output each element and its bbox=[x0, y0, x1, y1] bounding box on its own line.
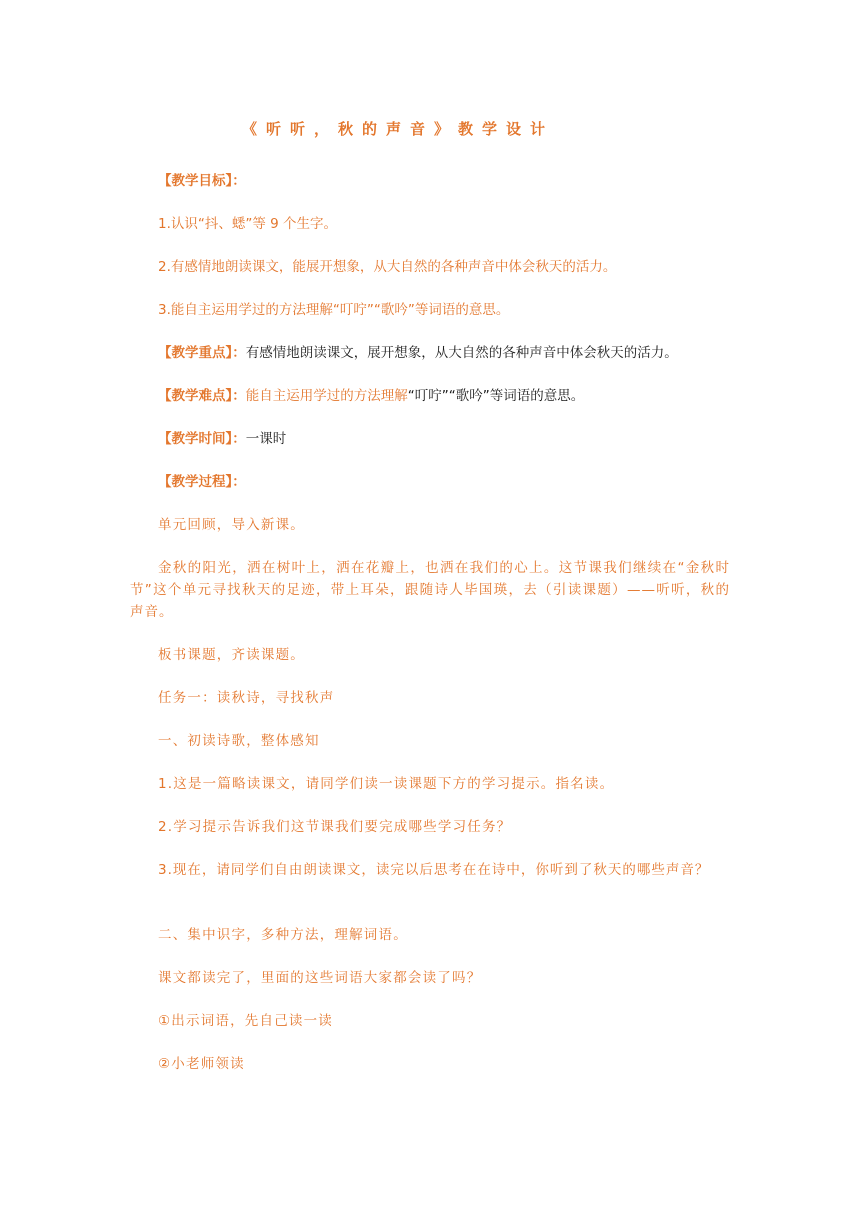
process-heading: 【教学过程】： bbox=[158, 474, 246, 490]
step-one-heading: 一、初读诗歌，整体感知 bbox=[158, 733, 320, 749]
time-text: 一课时 bbox=[245, 431, 287, 447]
board-title-step: 板书课题，齐读课题。 bbox=[158, 647, 305, 663]
difficulty-text-a: 能自主运用学过的方法理解 bbox=[245, 388, 408, 404]
step-one-item-1: 1.这是一篇略读课文，请同学们读一读课题下方的学习提示。指名读。 bbox=[158, 776, 615, 792]
teaching-goals-heading: 【教学目标】： bbox=[158, 173, 246, 189]
difficulty-line bbox=[158, 385, 584, 407]
task-one: 任务一：读秋诗，寻找秋声 bbox=[158, 690, 335, 706]
step-one-item-3: 3.现在，请同学们自由朗读课文，读完以后思考在在诗中，你听到了秋天的哪些声音？ bbox=[158, 862, 710, 878]
time-line bbox=[158, 428, 286, 450]
vocab-question: 课文都读完了，里面的这些词语大家都会读了吗？ bbox=[158, 970, 482, 986]
document-title: 《听听，秋的声音》教学设计 bbox=[242, 120, 555, 138]
difficulty-label: 【教学难点】： bbox=[158, 388, 246, 404]
key-point-text: 有感情地朗读课文，展开想象，从大自然的各种声音中体会秋天的活力。 bbox=[245, 345, 678, 361]
step-one-item-2: 2.学习提示告诉我们这节课我们要完成哪些学习任务？ bbox=[158, 819, 512, 835]
step-two-heading: 二、集中识字，多种方法，理解词语。 bbox=[158, 927, 408, 943]
key-point-line bbox=[158, 342, 678, 364]
key-point-label: 【教学重点】： bbox=[158, 345, 246, 361]
vocab-step-1: ①出示词语，先自己读一读 bbox=[158, 1013, 334, 1029]
vocab-step-2: ②小老师领读 bbox=[158, 1056, 245, 1072]
time-label: 【教学时间】： bbox=[158, 431, 246, 447]
difficulty-text-b: “叮咛”“歌吟”等词语的意思。 bbox=[407, 388, 585, 404]
goal-item-3: 3.能自主运用学过的方法理解“叮咛”“歌吟”等词语的意思。 bbox=[158, 302, 510, 318]
goal-item-1: 1.认识“抖、蟋”等 9 个生字。 bbox=[158, 216, 338, 232]
goal-item-2: 2.有感情地朗读课文，能展开想象，从大自然的各种声音中体会秋天的活力。 bbox=[158, 259, 617, 275]
intro-paragraph: 金秋的阳光，洒在树叶上，洒在花瓣上，也洒在我们的心上。这节课我们继续在“金秋时节”这个单元寻找秋天的足迹，带上耳朵，跟随诗人毕国瑛，去（引读课题）——听听，秋的声音。 bbox=[130, 560, 730, 620]
unit-review: 单元回顾，导入新课。 bbox=[158, 517, 305, 533]
